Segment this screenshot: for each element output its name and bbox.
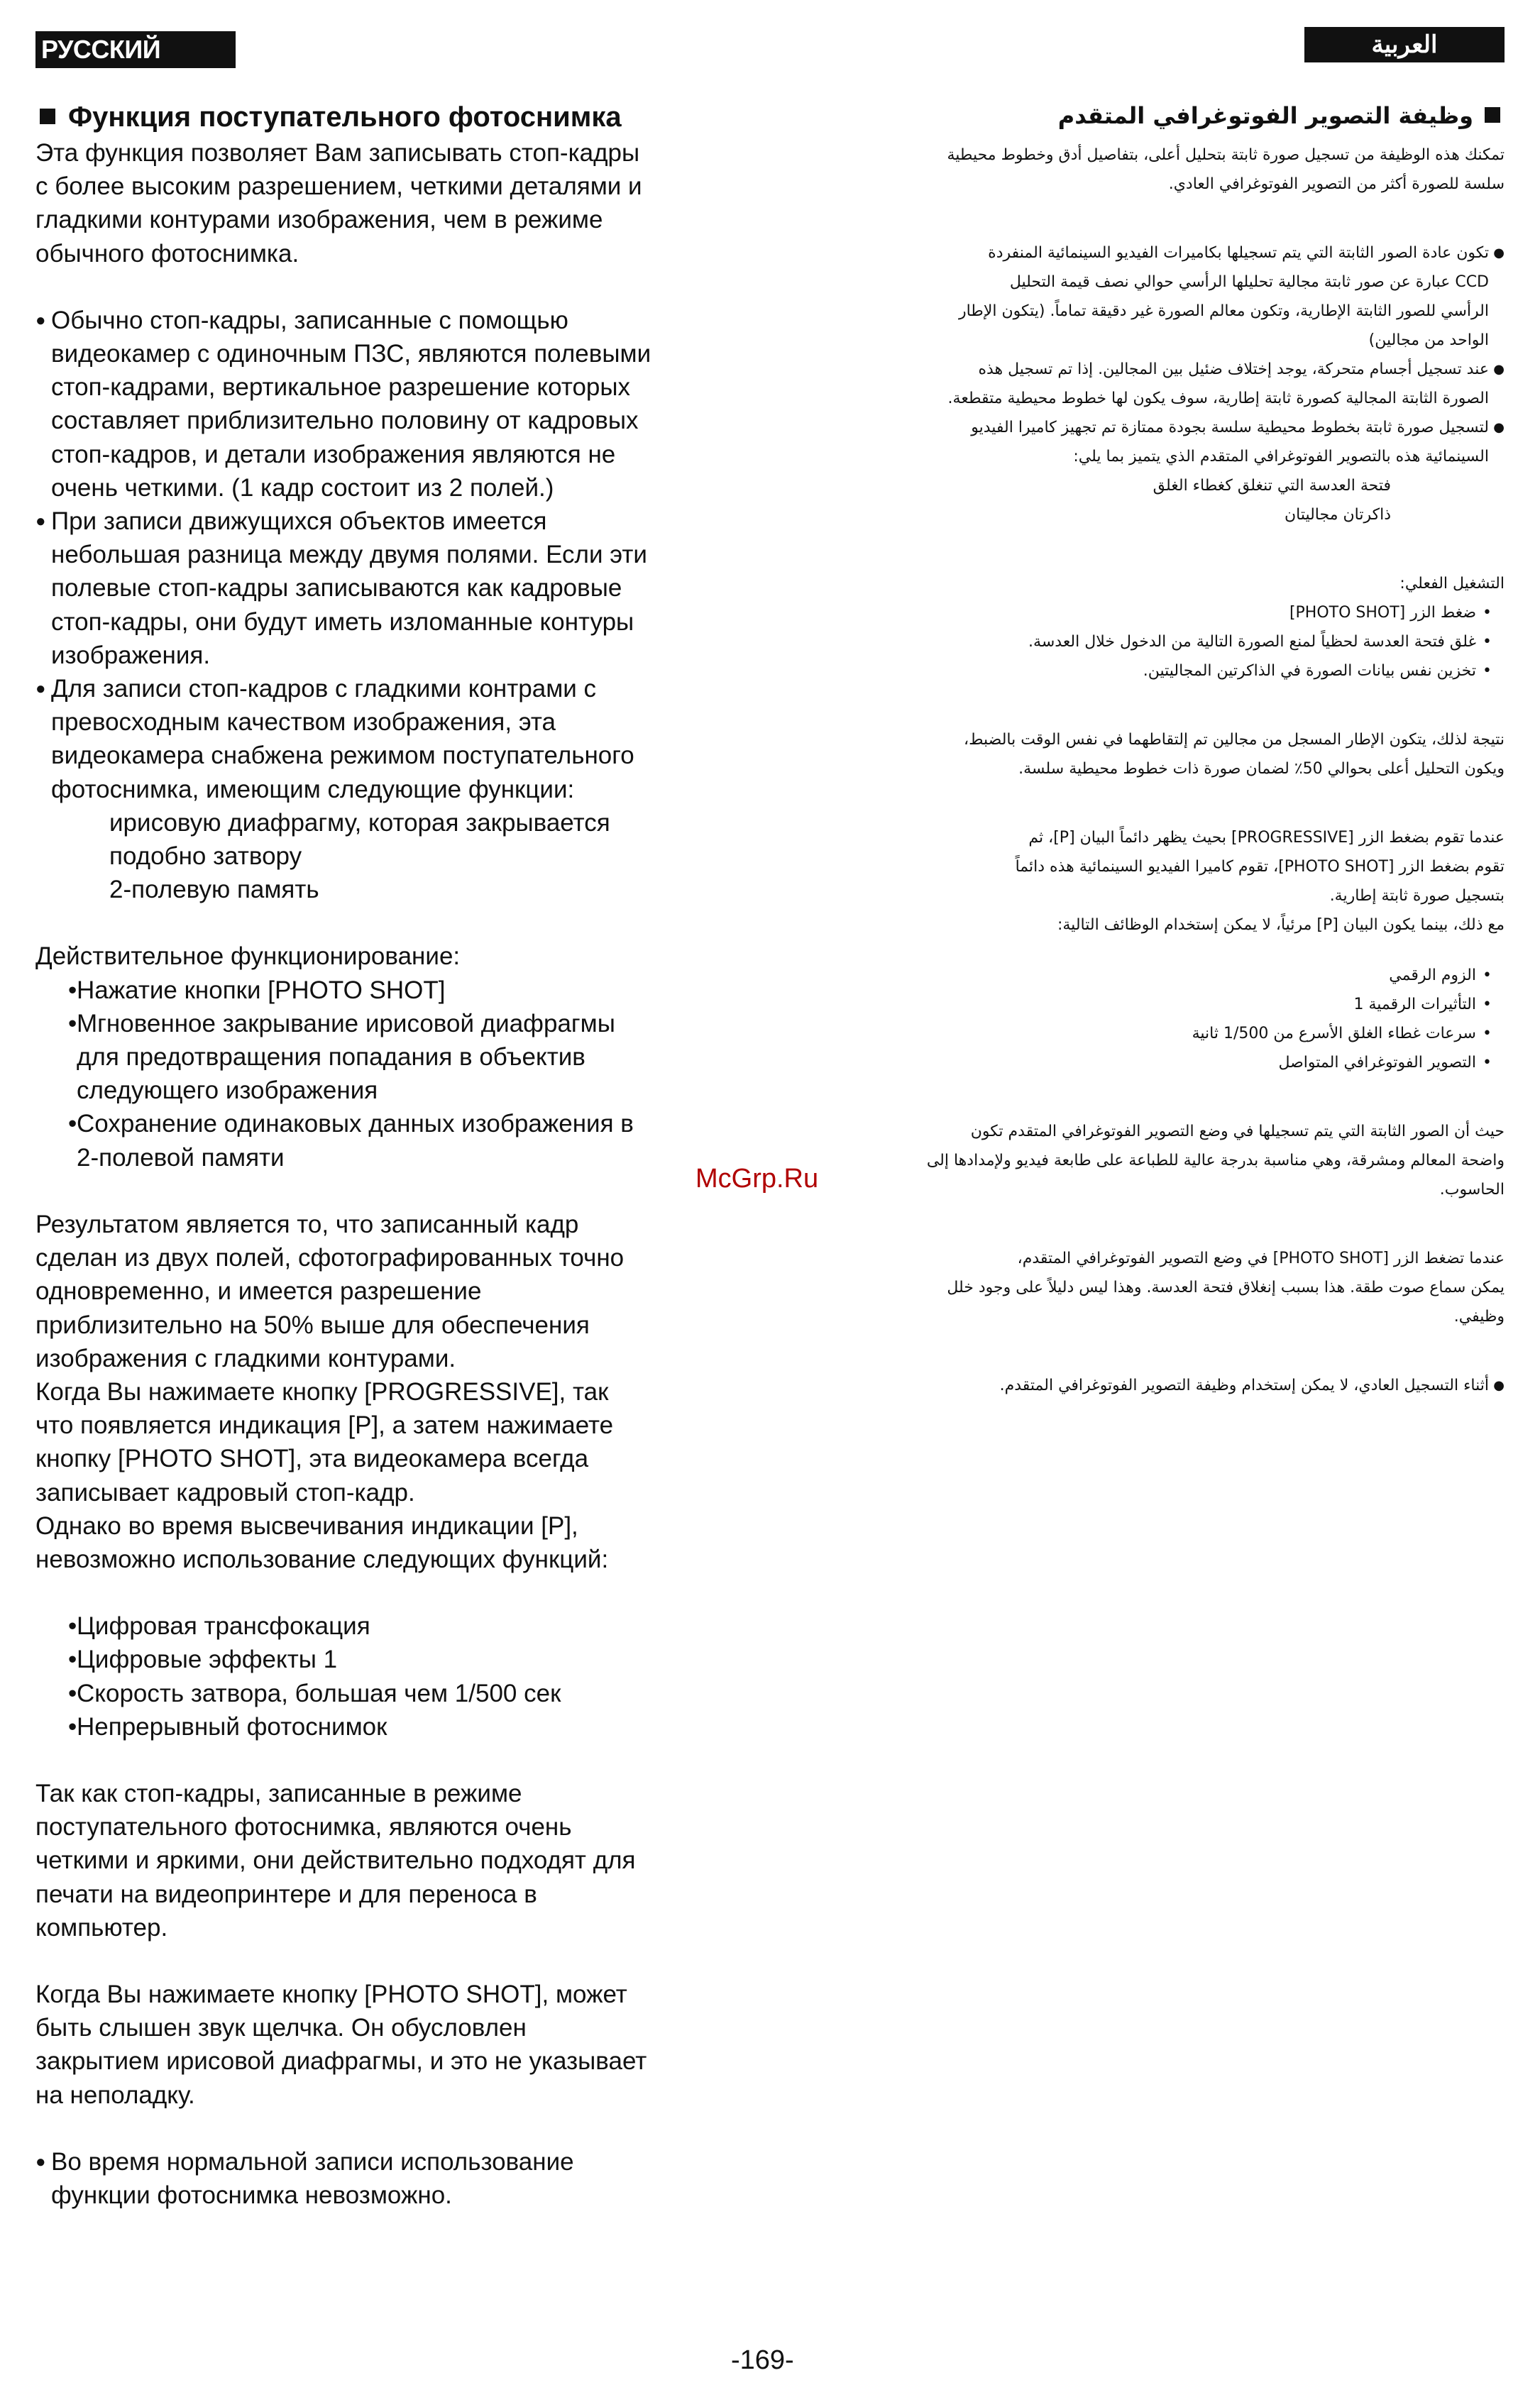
- text-line: стоп-кадры, они будут иметь изломанные контуры: [51, 607, 634, 636]
- text-line: ● Обычно стоп-кадры, записанные с помощью: [51, 306, 568, 334]
- ar-click-note: [837, 1244, 1505, 1331]
- list-item: ذاكرتان مجاليتان: [1284, 506, 1391, 524]
- text-line: ● لتسجيل صورة ثابتة بخطوط محيطية سلسة بجودة ممتازة تم تجهيز كاميرا الفيديو: [971, 419, 1489, 436]
- text-line: поступательного фотоснимка, являются очень: [35, 1813, 572, 1841]
- ru-note-single-ccd: [35, 304, 717, 505]
- ar-disabled-functions-list: [837, 961, 1505, 1077]
- ru-feature-list: [35, 806, 717, 907]
- text-line: следующего изображения: [77, 1076, 378, 1105]
- text-line: записывает кадровый стоп-кадр.: [35, 1478, 415, 1507]
- text-line: что появляется индикация [P], а затем нажимаете: [35, 1411, 614, 1440]
- text-line: الصورة الثابتة المجالية كصورة ثابتة إطارية، سوف يكون لها خطوط محيطية متقطعة.: [947, 390, 1489, 407]
- text-line: одновременно, и имеется разрешение: [35, 1277, 482, 1306]
- text-line: الحاسوب.: [1439, 1181, 1505, 1199]
- text-line: невозможно использование следующих функций:: [35, 1545, 609, 1573]
- list-item: ирисовую диафрагму, которая закрывается: [109, 808, 610, 837]
- russian-language-tab: РУССКИЙ ЯЗЫК: [35, 31, 236, 68]
- ar-note-smooth-contours: [837, 413, 1505, 471]
- arabic-column: [837, 98, 1505, 1400]
- text-line: сделан из двух полей, сфотографированных точно: [35, 1244, 625, 1272]
- list-item: [35, 1007, 717, 1108]
- ru-click-note: [35, 1978, 717, 2112]
- text-line: фотоснимка, имеющим следующие функции:: [51, 775, 575, 803]
- list-item: [35, 1107, 717, 1174]
- text-line: • Нажатие кнопки [PHOTO SHOT]: [77, 976, 446, 1004]
- square-bullet-icon: [1485, 107, 1500, 123]
- text-line: ● عند تسجيل أجسام متحركة، يوجد إختلاف ضئيل بين المجالين. إذا تم تسجيل هذه: [978, 360, 1489, 378]
- text-line: ● Во время нормальной записи использование: [51, 2147, 574, 2176]
- arabic-language-tab: العربية: [1304, 27, 1505, 62]
- list-item: • الزوم الرقمي: [837, 961, 1505, 990]
- ru-disabled-functions-list: [35, 1609, 717, 1744]
- text-line: ● أثناء التسجيل العادي، لا يمكن إستخدام وظيفة التصوير الفوتوغرافي المتقدم.: [999, 1377, 1489, 1394]
- ar-note-single-ccd: [837, 238, 1505, 355]
- text-line: обычного фотоснимка.: [35, 239, 299, 268]
- text-line: превосходным качеством изображения, эта: [51, 708, 556, 737]
- text-line: تقوم بضغط الزر [PHOTO SHOT]، تقوم كاميرا الفيديو السينمائية هذه دائماً: [1015, 858, 1505, 876]
- ru-intro: [35, 136, 717, 270]
- text-line: изображения.: [51, 641, 211, 669]
- text-line: стоп-кадров, и детали изображения являются не: [51, 440, 616, 468]
- text-line: الواحد من مجالين): [1368, 331, 1489, 349]
- ar-print-note: [837, 1117, 1505, 1204]
- text-line: واضحة المعالم ومشرقة، وهي مناسبة بدرجة عالية للطباعة على طابعة فيديو ولإمدادها إلى: [926, 1152, 1505, 1169]
- ar-section-heading: وظيفة التصوير الفوتوغرافي المتقدم: [837, 98, 1505, 133]
- list-item: • تخزين نفس بيانات الصورة في الذاكرتين المجاليتين.: [837, 656, 1505, 685]
- page-number: -169-: [731, 2345, 794, 2375]
- text-line: очень четкими. (1 кадр состоит из 2 полей.): [51, 473, 554, 502]
- text-line: составляет приблизительно половину от кадровых: [51, 407, 639, 435]
- text-line: عندما تضغط الزر [PHOTO SHOT] في وضع التصوير الفوتوغرافي المتقدم،: [1017, 1250, 1505, 1267]
- text-line: видеокамера снабжена режимом поступательного: [51, 742, 634, 770]
- ru-note-smooth-contours: [35, 672, 717, 806]
- text-line: стоп-кадрами, вертикальное разрешение которых: [51, 373, 631, 402]
- list-item: 2-полевую память: [109, 876, 319, 904]
- text-line: Эта функция позволяет Вам записывать стоп-кадры: [35, 139, 640, 167]
- ar-intro: [837, 141, 1505, 199]
- russian-column: [35, 99, 717, 2212]
- text-line: четкими и яркими, они действительно подходят для: [35, 1846, 636, 1875]
- text-line: компьютер.: [35, 1913, 168, 1942]
- list-item: • التصوير الفوتوغرافي المتواصل: [837, 1048, 1505, 1077]
- list-item: • ضغط الزر [PHOTO SHOT]: [837, 598, 1505, 627]
- ru-operation-list: [35, 974, 717, 1174]
- text-line: نتيجة لذلك، يتكون الإطار المسجل من مجالين تم إلتقاطهما في نفس الوقت بالضبط،: [964, 731, 1505, 749]
- text-line: Так как стоп-кадры, записанные в режиме: [35, 1779, 522, 1807]
- text-line: السينمائية هذه بالتصوير الفوتوغرافي المتقدم الذي يتميز بما يلي:: [1073, 448, 1489, 466]
- text-line: с более высоким разрешением, четкими деталями и: [35, 172, 642, 201]
- ru-note-moving-objects: [35, 505, 717, 672]
- list-item: • سرعات غطاء الغلق الأسرع من 1/500 ثانية: [837, 1019, 1505, 1048]
- text-line: небольшая разница между двумя полями. Если эти: [51, 541, 647, 569]
- text-line: بتسجيل صورة ثابتة إطارية.: [1329, 887, 1505, 905]
- list-item: • Цифровая трансфокация: [35, 1609, 717, 1643]
- text-line: ويكون التحليل أعلى بحوالي 50٪ لضمان صورة ذات خطوط محيطية سلسة.: [1018, 760, 1505, 778]
- ru-operation-title: Действительное функционирование:: [35, 942, 461, 971]
- ru-print-note: [35, 1777, 717, 1944]
- text-line: عندما تقوم بضغط الزر [PROGRESSIVE] بحيث يظهر دائماً البيان [P]، ثم: [1028, 829, 1505, 847]
- text-line: закрытием ирисовой диафрагмы, и это не указывает: [35, 2047, 647, 2076]
- list-item: • Скорость затвора, большая чем 1/500 сек: [35, 1677, 717, 1710]
- text-line: кнопку [PHOTO SHOT], эта видеокамера всегда: [35, 1445, 589, 1473]
- text-line: полевые стоп-кадры записываются как кадровые: [51, 574, 622, 602]
- text-line: • Мгновенное закрывание ирисовой диафрагмы: [77, 1009, 615, 1037]
- ar-progressive-paragraph: [837, 823, 1505, 940]
- text-line: видеокамер с одиночным ПЗС, являются полевыми: [51, 340, 651, 368]
- text-line: быть слышен звук щелчка. Он обусловлен: [35, 2014, 527, 2042]
- ar-normal-recording-note: [837, 1371, 1505, 1400]
- ar-feature-list: [837, 471, 1505, 529]
- text-line: حيث أن الصور الثابتة التي يتم تسجيلها في وضع التصوير الفوتوغرافي المتقدم تكون: [970, 1123, 1505, 1140]
- watermark-text: McGrp.Ru: [695, 1164, 819, 1194]
- text-line: ● При записи движущихся объектов имеется: [51, 507, 547, 536]
- ru-section-heading: Функция поступательного фотоснимка: [35, 99, 717, 135]
- ar-result-paragraph: [837, 725, 1505, 783]
- text-line: для предотвращения попадания в объектив: [77, 1043, 585, 1072]
- text-line: ● تكون عادة الصور الثابتة التي يتم تسجيلها بكاميرات الفيديو السينمائية المنفردة: [988, 244, 1489, 262]
- ru-normal-recording-note: [35, 2145, 717, 2212]
- text-line: Когда Вы нажимаете кнопку [PHOTO SHOT], может: [35, 1980, 627, 2008]
- text-line: وظيفي.: [1453, 1308, 1505, 1326]
- list-item: [35, 974, 717, 1007]
- list-item: • Цифровые эффекты 1: [35, 1643, 717, 1676]
- text-line: Однако во время высвечивания индикации [P],: [35, 1511, 578, 1540]
- ar-operation-title: التشغيل الفعلي:: [1399, 575, 1505, 593]
- text-line: гладкими контурами изображения, чем в режиме: [35, 206, 603, 234]
- list-item: • غلق فتحة العدسة لحظياً لمنع الصورة التالية من الدخول خلال العدسة.: [837, 627, 1505, 656]
- text-line: الرأسي للصور الثابتة الإطارية، وتكون معالم الصورة غير دقيقة تماماً. (يتكون الإطار: [958, 302, 1489, 320]
- square-bullet-icon: [40, 109, 55, 124]
- list-item: فتحة العدسة التي تنغلق كغطاء الغلق: [1153, 477, 1391, 495]
- text-line: • Сохранение одинаковых данных изображения в: [77, 1110, 634, 1138]
- text-line: изображения с гладкими контурами.: [35, 1344, 456, 1372]
- text-line: سلسة للصورة أكثر من التصوير الفوتوغرافي العادي.: [1168, 175, 1505, 193]
- list-item: • Непрерывный фотоснимок: [35, 1710, 717, 1744]
- text-line: функции фотоснимка невозможно.: [51, 2181, 452, 2209]
- list-item: • التأثيرات الرقمية 1: [837, 990, 1505, 1019]
- text-line: печати на видеопринтере и для переноса в: [35, 1880, 537, 1908]
- ar-note-moving-objects: [837, 355, 1505, 413]
- text-line: يمكن سماع صوت طقة. هذا بسبب إنغلاق فتحة العدسة. وهذا ليس دليلاً على وجود خلل: [947, 1279, 1505, 1296]
- text-line: 2-полевой памяти: [77, 1143, 285, 1172]
- text-line: Результатом является то, что записанный кадр: [35, 1210, 579, 1238]
- text-line: приблизительно на 50% выше для обеспечения: [35, 1311, 590, 1339]
- text-line: Когда Вы нажимаете кнопку [PROGRESSIVE], так: [35, 1377, 609, 1406]
- ru-result-paragraph: [35, 1208, 717, 1576]
- list-item: подобно затвору: [109, 842, 302, 871]
- ar-operation-list: [837, 598, 1505, 685]
- text-line: на неполадку.: [35, 2081, 195, 2109]
- text-line: مع ذلك، بينما يكون البيان [P] مرئياً، لا يمكن إستخدام الوظائف التالية:: [1057, 916, 1505, 934]
- text-line: تمكنك هذه الوظيفة من تسجيل صورة ثابتة بتحليل أعلى، بتفاصيل أدق وخطوط محيطية: [947, 146, 1505, 164]
- text-line: CCD عبارة عن صور ثابتة مجالية تحليلها الرأسي حوالي نصف قيمة التحليل: [1009, 273, 1489, 291]
- text-line: ● Для записи стоп-кадров с гладкими контрами с: [51, 675, 597, 703]
